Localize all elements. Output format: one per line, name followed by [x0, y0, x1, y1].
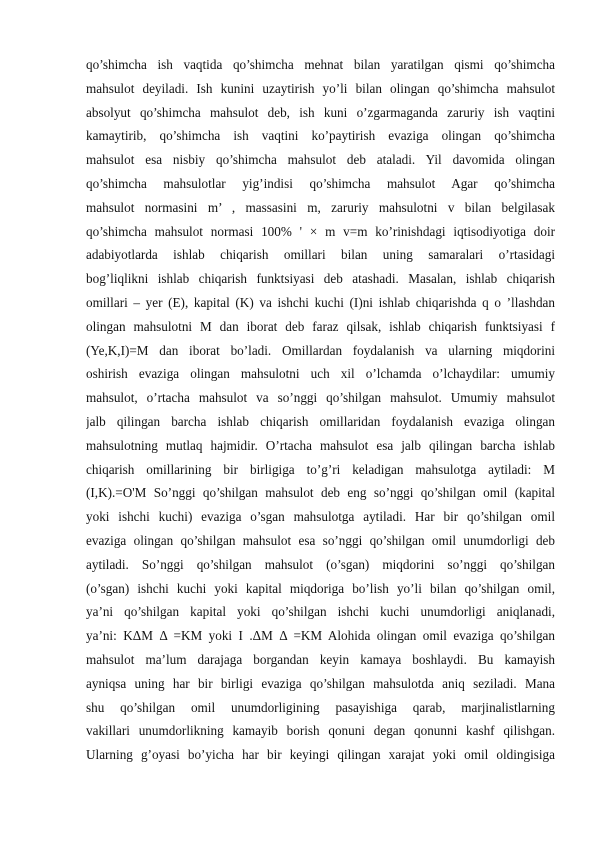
text-line: shu qo’shilgan omil unumdorligining pasayishiga qarab, marjinalistlarning — [86, 699, 555, 715]
text-line: chiqarish omillarining bir birligiga to’g’ri keladigan mahsulotga aytiladi: M — [86, 461, 555, 477]
text-line: ayniqsa uning har bir birligi evaziga qo’shilgan mahsulotda aniq seziladi. Mana — [86, 675, 555, 691]
text-line: evaziga olingan qo’shilgan mahsulot esa so’nggi qo’shilgan omil unumdorligi deb — [86, 532, 555, 548]
text-line: Ularning g’oyasi bo’yicha har bir keyingi qilingan xarajat yoki omil oldingisiga — [86, 747, 555, 763]
text-line: mahsulot esa nisbiy qo’shimcha mahsulot deb ataladi. Yil davomida olingan — [86, 152, 555, 168]
text-line: (Ye,K,I)=M dan iborat bo’ladi. Omillardan foydalanish va ularning miqdorini — [86, 342, 555, 358]
text-line: mahsulotning mutlaq hajmidir. O’rtacha mahsulot esa jalb qilingan barcha ishlab — [86, 437, 555, 453]
text-line: olingan mahsulotni M dan iborat deb faraz qilsak, ishlab chiqarish funktsiyasi f — [86, 318, 555, 334]
text-line: oshirish evaziga olingan mahsulotni uch xil o’lchamda o’lchaydilar: umumiy — [86, 366, 555, 382]
text-line: qo’shimcha mahsulot normasi 100% ' × m v=m ko’rinishdagi iqtisodiyotiga doir — [86, 223, 555, 239]
text-line: omillari – yer (E), kapital (K) va ishchi kuchi (I)ni ishlab chiqarishda q o ’llashdan — [86, 294, 555, 310]
text-line: (I,K).=O'M So’nggi qo’shilgan mahsulot deb eng so’nggi qo’shilgan omil (kapital — [86, 485, 555, 501]
text-line: mahsulot normasini m’ , massasini m, zaruriy mahsulotni v bilan belgilasak — [86, 199, 555, 215]
text-line: vakillari unumdorlikning kamayib borish qonuni degan qonunni kashf qilishgan. — [86, 723, 555, 739]
text-line: aytiladi. So’nggi qo’shilgan mahsulot (o’sgan) miqdorini so’nggi qo’shilgan — [86, 556, 555, 572]
text-line: qo’shimcha ish vaqtida qo’shimcha mehnat bilan yaratilgan qismi qo’shimcha — [86, 57, 555, 72]
text-line: ya’ni: KΔM Δ =KM yoki I .ΔM Δ =KM Alohida olingan omil evaziga qo’shilgan — [86, 628, 555, 644]
text-line: kamaytirib, qo’shimcha ish vaqtini ko’paytirish evaziga olingan qo’shimcha — [86, 128, 555, 144]
text-line: mahsulot, o’rtacha mahsulot va so’nggi qo’shilgan mahsulot. Umumiy mahsulot — [86, 390, 555, 406]
text-line: adabiyotlarda ishlab chiqarish omillari bilan uning samaralari o’rtasidagi — [86, 247, 555, 263]
text-line: (o’sgan) ishchi kuchi yoki kapital miqdoriga bo’lish yo’li bilan qo’shilgan omil, — [86, 580, 555, 596]
text-line: mahsulot ma’lum darajaga borgandan keyin kamaya boshlaydi. Bu kamayish — [86, 651, 555, 667]
text-line: ya’ni qo’shilgan kapital yoki qo’shilgan ishchi kuchi unumdorligi aniqlanadi, — [86, 604, 555, 620]
text-line: qo’shimcha mahsulotlar yig’indisi qo’shimcha mahsulot Agar qo’shimcha — [86, 175, 555, 191]
text-line: mahsulot deyiladi. Ish kunini uzaytirish yo’li bilan olingan qo’shimcha mahsulot — [86, 80, 555, 96]
text-line: absolyut qo’shimcha mahsulot deb, ish kuni o’zgarmaganda zaruriy ish vaqtini — [86, 104, 555, 120]
document-body — [86, 53, 555, 767]
text-line: yoki ishchi kuchi) evaziga o’sgan mahsulotga aytiladi. Har bir qo’shilgan omil — [86, 509, 555, 525]
text-line: jalb qilingan barcha ishlab chiqarish omillaridan foydalanish evaziga olingan — [86, 413, 555, 429]
text-line: bog’liqlikni ishlab chiqarish funktsiyasi deb atashadi. Masalan, ishlab chiqarish — [86, 271, 555, 287]
